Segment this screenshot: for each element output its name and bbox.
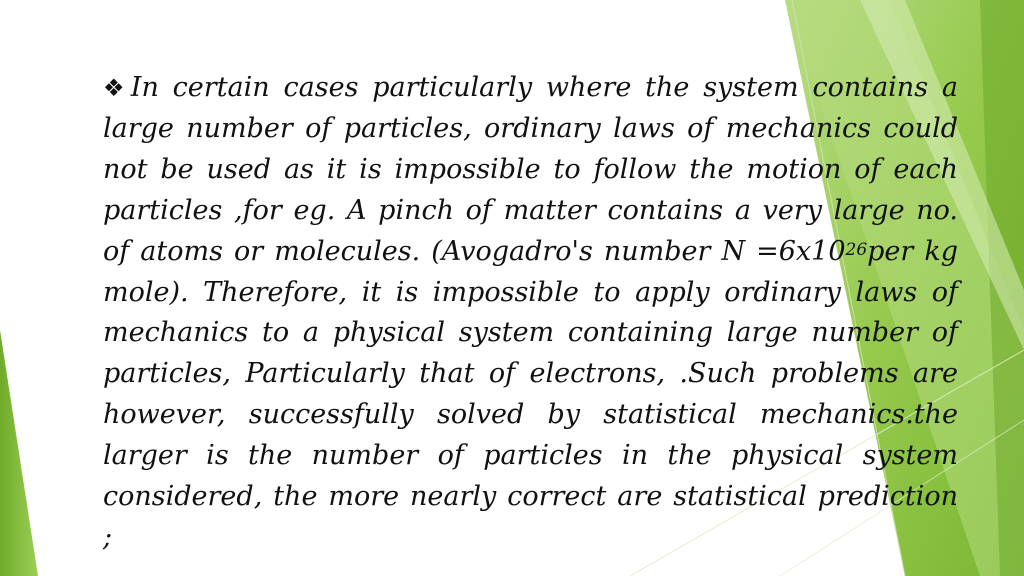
paragraph-text-part-2: per kg mole). Therefore, it is impossible to apply ordinary laws of mechanics to a physical system containing large number of particles, Particularly that of electrons, .Such problems are however, successfully solved by statistical mechanics.the larger is the number of particles in the physical system considered, the more nearly correct are statistical prediction ;: [103, 235, 958, 553]
avogadro-exponent: 26: [845, 239, 868, 260]
left-green-wedge: [0, 330, 38, 576]
paragraph-text-part-1: In certain cases particularly where the system contains a large number of particles, ordinary laws of mechanics could not be used as it is impossible to follow the motion of each particles ,for eg. A pinch of matter contains a very large no. of atoms or molecules. (Avogadro's number N =6x10: [103, 72, 958, 267]
four-diamond-bullet-icon: ❖: [103, 74, 130, 102]
body-paragraph: [103, 68, 958, 559]
